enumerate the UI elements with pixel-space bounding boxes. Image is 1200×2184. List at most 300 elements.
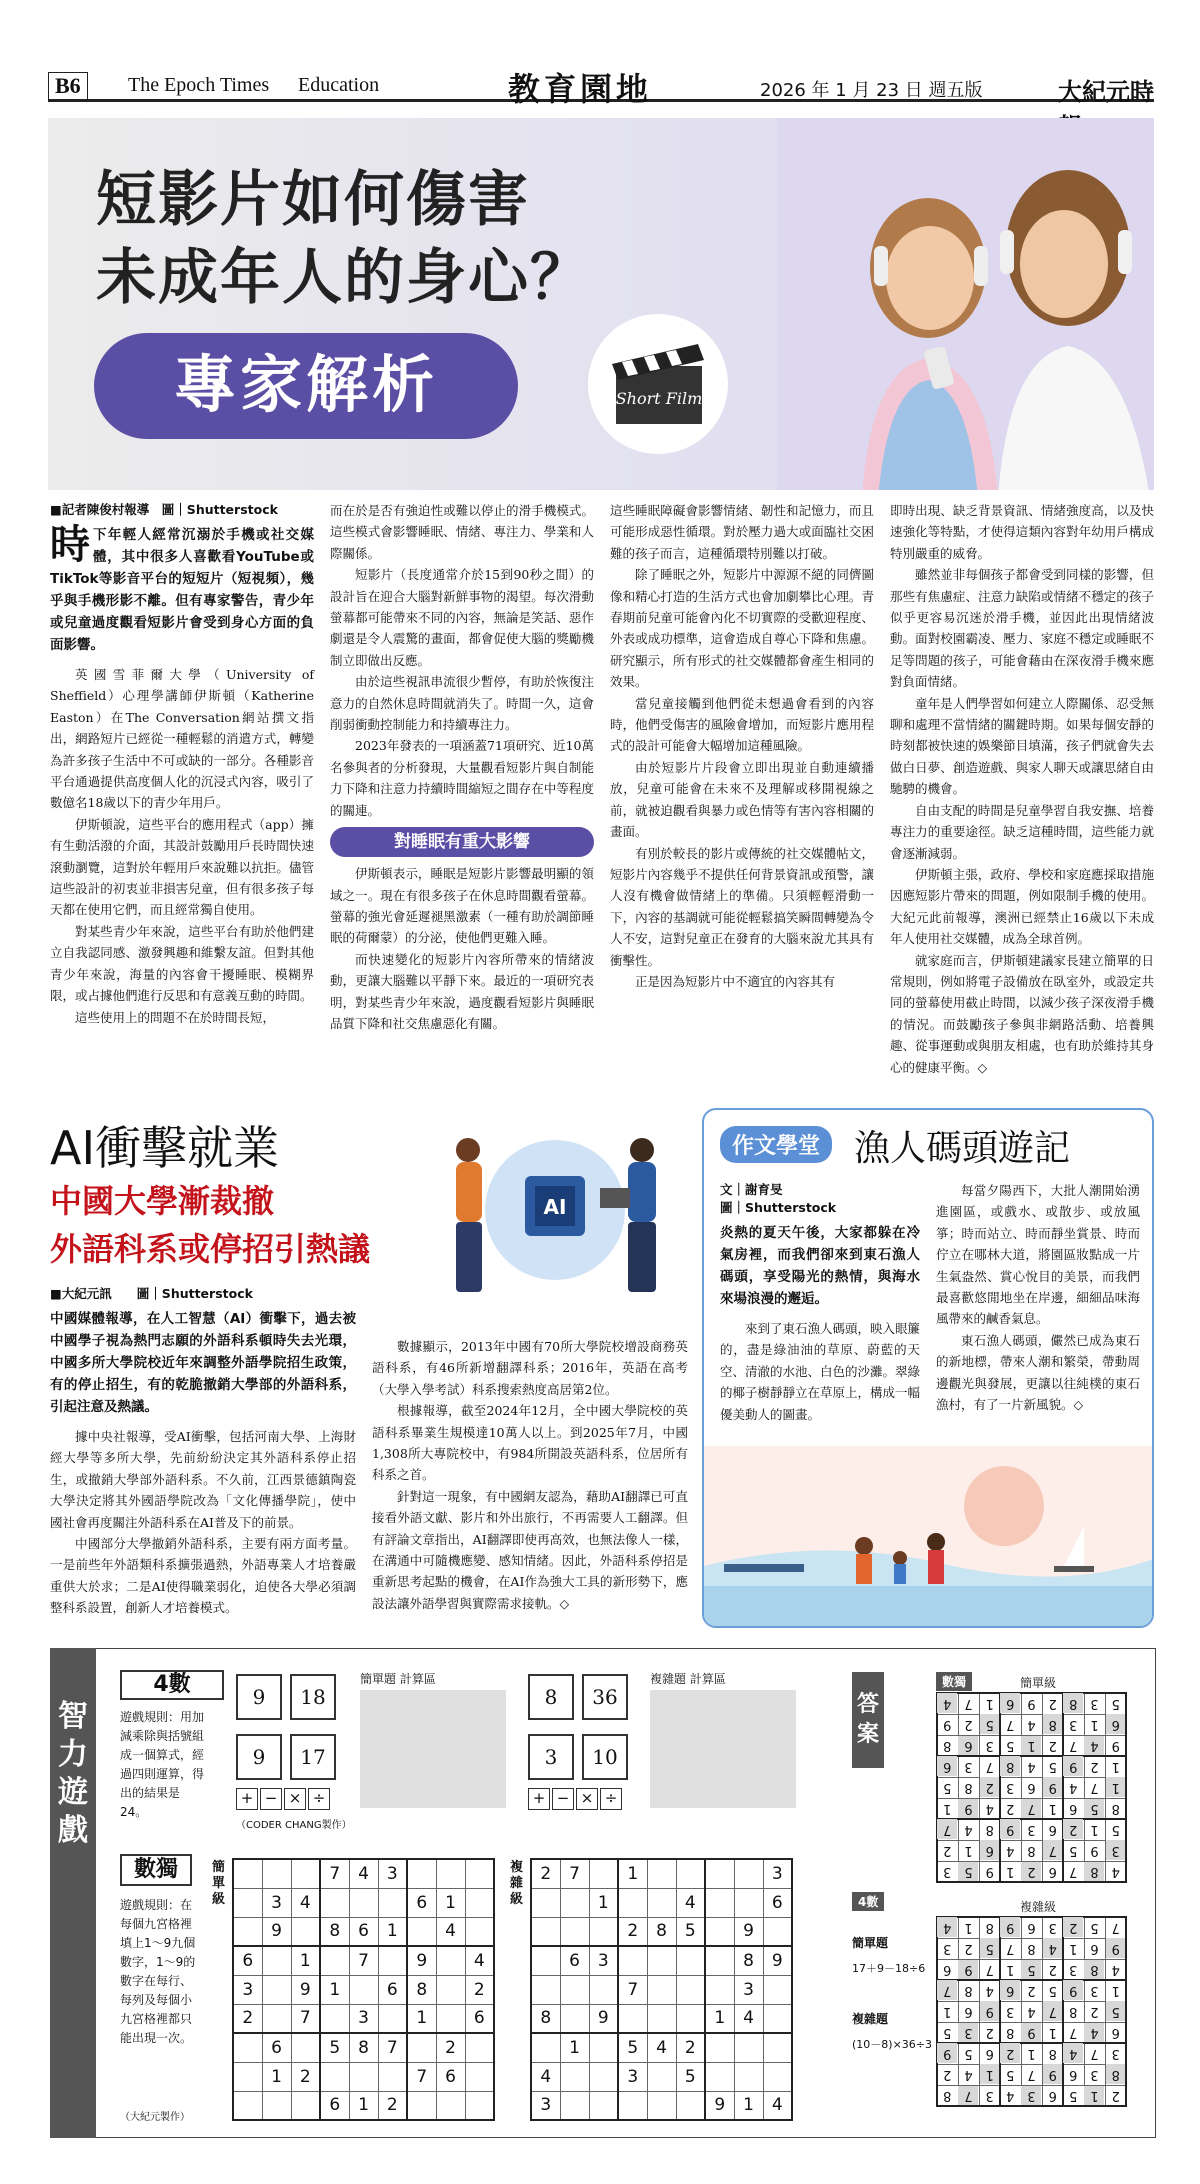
sudoku-cell: 9 [958,1798,979,1819]
sudoku-cell: 5 [1063,2085,1084,2106]
page-number: B6 [48,72,88,100]
sudoku-cell: 9 [589,2004,618,2033]
sudoku-cell: 4 [436,1917,465,1946]
paragraph: 而在於是否有強迫性或難以停止的滑手機模式。這些模式會影響睡眠、情緒、專注力、學業和人際關係。 [330,503,594,561]
sudoku-cell[interactable] [589,1917,618,1946]
sudoku-easy-grid[interactable] [232,1858,495,2121]
sudoku-cell: 2 [1063,1819,1084,1840]
sudoku-cell[interactable] [349,1888,378,1917]
sudoku-cell: 4 [349,1859,378,1888]
paragraph: 每當夕陽西下，大批人潮開始湧進園區，或戲水、或散步、或放風箏；時而站立、時而靜坐賞景、時而佇立在哪林大道，將園區妝點成一片生氣盎然、賞心悅目的美景，而我們最喜歡悠閒地坐在岸邊，細細品味海風帶來的鹹香氣息。 [936,1183,1140,1327]
sudoku-cell[interactable] [734,2033,763,2062]
sudoku-cell[interactable] [349,2062,378,2091]
sudoku-cell[interactable] [589,2062,618,2091]
paragraph: 針對這一現象，有中國網友認為，藉助AI翻譯已可直接看外語文獻、影片和外出旅行，不再需要人工翻譯。但有評論文章指出，AI翻譯即使再高效，也無法像人一樣，在溝通中可隨機應變、感知情緒。因此，外語科系停招是重新思考起點的機會，在AI作為強大工具的新形勢下，應設法讓外語學習與實際需求接軌。◇ [372,1488,688,1611]
paragraph: 這些使用上的問題不在於時間長短， [75,1009,276,1025]
four-numbers-title: 4數 [120,1670,224,1700]
sudoku-cell: 7 [1021,2064,1042,2085]
sudoku-cell[interactable] [531,1946,560,1975]
ai-byline: ■大紀元訊 圖｜Shutterstock [50,1286,253,1301]
op-plus[interactable]: + [236,1788,258,1810]
easy-number: 18 [290,1674,336,1720]
sudoku-cell: 6 [979,2043,1000,2064]
sudoku-cell: 7 [1000,1714,1021,1735]
sudoku-cell[interactable] [734,2062,763,2091]
sudoku-cell: 4 [291,1888,320,1917]
banner-pill: 專家解析 [94,333,518,439]
sudoku-cell[interactable] [320,1946,349,1975]
sudoku-cell: 8 [1000,1756,1021,1777]
paragraph: 當兒童接觸到他們從未想過會看到的內容時，他們受傷害的風險會增加，而短影片應用程式的設計可能會大幅增加這種風險。 [610,695,874,754]
sudoku-cell[interactable] [647,1946,676,1975]
sudoku-cell[interactable] [618,1888,647,1917]
sudoku-cell: 1 [618,1859,647,1888]
paragraph: 據中央社報導，受AI衝擊，包括河南大學、上海財經大學等多所大學，先前紛紛決定其外語科系停止招生，或撤銷大學部外語科系。不久前，江西景德鎮陶瓷大學決定將其外國語學院改為「文化傳播學院」，使中國社會再度關注外語科系在AI普及下的前景。 [50,1429,356,1530]
sudoku-cell: 6 [1000,1980,1021,2001]
ai-article-subtitle1: 中國大學漸裁撤 [50,1182,275,1220]
ai-article-title: AI衝擊就業 [50,1121,280,1175]
sudoku-cell[interactable] [676,1975,705,2004]
sudoku-cell: 5 [1021,1959,1042,1980]
hard-calc-area[interactable] [650,1690,796,1808]
sudoku-cell[interactable] [436,2091,465,2120]
sudoku-cell[interactable] [291,2033,320,2062]
sudoku-cell[interactable] [618,2004,647,2033]
sudoku-cell[interactable] [465,1859,494,1888]
sudoku-cell: 2 [1084,1756,1105,1777]
sudoku-cell: 2 [676,2033,705,2062]
sudoku-cell: 3 [1105,2043,1126,2064]
sudoku-cell[interactable] [465,2091,494,2120]
sudoku-cell: 3 [589,1946,618,1975]
sudoku-cell: 7 [291,2004,320,2033]
sudoku-cell: 5 [1042,1756,1063,1777]
sudoku-cell: 2 [1063,1917,1084,1938]
harbor-illustration [704,1446,1154,1628]
sudoku-cell: 3 [979,2085,1000,2106]
sudoku-cell: 1 [378,1917,407,1946]
sudoku-cell[interactable] [320,1888,349,1917]
sudoku-cell: 2 [1042,1959,1063,1980]
sudoku-cell: 2 [1042,1693,1063,1714]
sudoku-cell: 9 [1000,1917,1021,1938]
sudoku-cell: 5 [1105,2001,1126,2022]
paragraph: 數據顯示，2013年中國有70所大學院校增設商務英語科系，有46所新增翻譯科系；2016年，英語在高考（大學入學考試）科系搜索熱度高居第2位。 [372,1339,688,1397]
sudoku-cell[interactable] [407,2091,436,2120]
sudoku-cell: 3 [979,1735,1000,1756]
sudoku-cell[interactable] [349,1975,378,2004]
answer-easy-formula: 17＋9－18÷6 [852,1962,926,1975]
essay-lead: 炎熱的夏天午後，大家都躲在冷氣房裡，而我們卻來到東石漁人碼頭，享受陽光的熱情，與海水來場浪漫的邂逅。 [720,1225,920,1307]
sudoku-cell[interactable] [378,2004,407,2033]
sudoku-cell[interactable] [407,1917,436,1946]
sudoku-cell[interactable] [647,1888,676,1917]
sudoku-cell: 8 [958,1777,979,1798]
sudoku-cell: 5 [1063,1840,1084,1861]
puzzle-tab [50,1648,96,2138]
sudoku-cell: 4 [958,2064,979,2085]
sudoku-cell: 1 [1021,1735,1042,1756]
sudoku-cell: 4 [1042,1938,1063,1959]
op-times[interactable]: × [576,1788,598,1810]
sudoku-cell[interactable] [618,2091,647,2120]
sudoku-cell[interactable] [291,1859,320,1888]
children-photo [778,118,1154,490]
sudoku-cell: 7 [320,1859,349,1888]
sudoku-cell: 7 [1084,1777,1105,1798]
sudoku-cell: 2 [1000,1798,1021,1819]
sudoku-cell: 1 [937,2001,958,2022]
puzzle-tab-label [50,1648,96,1850]
banner-title-line1: 短影片如何傷害 [96,165,530,235]
sudoku-cell[interactable] [705,1946,734,1975]
sudoku-cell: 3 [233,1975,262,2004]
sudoku-cell[interactable] [531,1888,560,1917]
sudoku-cell: 4 [647,2033,676,2062]
sudoku-cell: 6 [1042,2085,1063,2106]
sudoku-cell: 7 [378,2033,407,2062]
sudoku-cell[interactable] [233,1888,262,1917]
sudoku-cell: 5 [1105,1693,1126,1714]
sudoku-cell: 1 [1021,2043,1042,2064]
sudoku-cell[interactable] [233,2062,262,2091]
paragraph: 童年是人們學習如何建立人際關係、忍受無聊和處理不當情緒的關鍵時期。如果每個安靜的時刻都被快速的娛樂節目填滿，孩子們就會失去做白日夢、創造遊戲、與家人聊天或讓思緒自由馳騁的機會。 [890,695,1154,797]
sudoku-cell[interactable] [465,1917,494,1946]
tab-char: 力 [58,1737,88,1772]
sudoku-cell[interactable] [647,2004,676,2033]
sudoku-cell: 4 [734,2004,763,2033]
paragraph: 英國雪菲爾大學（University of Sheffield）心理學講師伊斯頓（Katherine Easton）在The Conversation網站撰文指出，網路短片已經從一種輕鬆的消遣方式，轉變為許多孩子生活中不可或缺的一部分。各種影音平台通過提供高度個人化的沉浸式內容，吸引了數億名18歲以下的青少年用戶。 [50,667,314,811]
sudoku-cell[interactable] [436,2004,465,2033]
sudoku-cell: 2 [1042,1735,1063,1756]
sudoku-cell: 7 [979,1959,1000,1980]
sudoku-cell: 2 [1105,2085,1126,2106]
sudoku-cell: 6 [979,1840,1000,1861]
sudoku-cell: 3 [1021,1819,1042,1840]
paragraph: 東石漁人碼頭，儼然已成為東石的新地標，帶來人潮和繁榮，帶動周邊觀光與發展，更讓以往純樸的東石漁村，有了一片新風貌。◇ [936,1332,1140,1413]
sudoku-cell: 9 [1063,1980,1084,2001]
answer-four-label: 4數 [852,1892,884,1911]
sudoku-cell[interactable] [233,2091,262,2120]
answer-hard-grid [936,1916,1127,2107]
sudoku-cell[interactable] [734,1888,763,1917]
sudoku-cell: 5 [676,1917,705,1946]
sudoku-cell: 3 [958,2022,979,2043]
sudoku-cell: 4 [1063,2043,1084,2064]
article1-subhead: 對睡眠有重大影響 [330,827,594,857]
sudoku-cell[interactable] [233,1859,262,1888]
paragraph: 由於短影片片段會立即出現並自動連續播放，兒童可能會在未來不及理解或移開視線之前，就被迫觀看與暴力或色情等有害內容相關的畫面。 [610,759,874,840]
sudoku-cell: 9 [958,1959,979,1980]
sudoku-cell[interactable] [589,2091,618,2120]
sudoku-cell[interactable] [560,2004,589,2033]
sudoku-cell: 3 [1000,1777,1021,1798]
sudoku-cell: 5 [1000,2064,1021,2085]
sudoku-cell: 1 [1084,2085,1105,2106]
sudoku-cell: 3 [1042,1917,1063,1938]
sudoku-cell: 1 [1084,1714,1105,1735]
ai-illustration [420,1110,690,1320]
sudoku-cell[interactable] [262,1975,291,2004]
sudoku-cell: 9 [734,1917,763,1946]
sudoku-cell: 8 [1042,2043,1063,2064]
sudoku-cell[interactable] [378,1888,407,1917]
sudoku-cell[interactable] [531,1975,560,2004]
sudoku-cell: 3 [531,2091,560,2120]
essay-column2 [936,1180,1140,1415]
sudoku-cell[interactable] [763,1975,792,2004]
sudoku-cell[interactable] [320,2004,349,2033]
sudoku-cell: 5 [937,1777,958,1798]
sudoku-cell: 1 [349,2091,378,2120]
op-minus[interactable]: − [260,1788,282,1810]
sudoku-cell: 3 [1084,2064,1105,2085]
sudoku-cell: 8 [1063,2001,1084,2022]
sudoku-credit: （大紀元製作） [120,2112,190,2123]
sudoku-cell: 6 [1063,2064,1084,2085]
sudoku-cell[interactable] [618,1946,647,1975]
hard-number: 36 [582,1674,628,1720]
sudoku-cell: 9 [1063,1756,1084,1777]
sudoku-cell[interactable] [589,1859,618,1888]
sudoku-cell[interactable] [705,2062,734,2091]
op-minus[interactable]: − [552,1788,574,1810]
hard-number: 3 [528,1734,574,1780]
sudoku-cell: 7 [618,1975,647,2004]
sudoku-cell: 7 [1063,1861,1084,1882]
sudoku-cell[interactable] [763,2062,792,2091]
sudoku-cell[interactable] [560,2062,589,2091]
sudoku-cell[interactable] [647,1859,676,1888]
sudoku-cell: 2 [291,2062,320,2091]
paragraph: 2023年發表的一項涵蓋71項研究、近10萬名參與者的分析發現，大量觀看短影片與自制能力下降和注意力持續時間縮短之間存在中等程度的關連。 [330,738,594,818]
sudoku-cell: 4 [1021,1756,1042,1777]
sudoku-cell: 4 [1021,1714,1042,1735]
lead-text: 下年輕人經常沉溺於手機或社交媒體，其中很多人喜歡看YouTube或TikTok等影音平台的短短片（短視頻），幾乎與手機形影不離。但有專家警告，青少年或兒童過度觀看短影片會受到身心方面的負面影響。 [50,527,314,653]
essay-tag: 作文學堂 [720,1126,832,1163]
sudoku-cell[interactable] [647,1975,676,2004]
sudoku-cell[interactable] [676,2004,705,2033]
sudoku-cell[interactable] [560,1975,589,2004]
sudoku-cell[interactable] [705,1975,734,2004]
sudoku-cell[interactable] [763,2033,792,2062]
sudoku-cell[interactable] [465,2033,494,2062]
ai-lead: 中國媒體報導，在人工智慧（AI）衝擊下，過去被中國學子視為熱門志願的外語科系頓時失去光環，中國多所大學院校近年來調整外語學院招生政策，有的停止招生，有的乾脆撤銷大學部的外語科系，引起注意及熱議。 [50,1311,356,1415]
sudoku-cell: 7 [1084,2043,1105,2064]
sudoku-cell[interactable] [320,2062,349,2091]
sudoku-cell: 4 [1084,2022,1105,2043]
easy-calc-area[interactable] [360,1690,506,1808]
sudoku-cell: 7 [1063,2022,1084,2043]
sudoku-cell: 7 [979,1756,1000,1777]
sudoku-cell[interactable] [705,1917,734,1946]
sudoku-cell[interactable] [465,1888,494,1917]
hard-calc-label: 複雜題 計算區 [650,1672,726,1686]
sudoku-cell: 9 [262,1917,291,1946]
sudoku-cell: 2 [436,2033,465,2062]
sudoku-cell: 2 [1000,2043,1021,2064]
four-numbers-credit: （CODER CHANG製作） [236,1820,352,1831]
essay-author: 文｜謝育旻 [720,1182,783,1197]
paragraph: 而快速變化的短影片內容所帶來的情緒波動，更讓大腦難以平靜下來。最近的一項研究表明，對某些青少年來說，過度觀看短影片與睡眠品質下降和社交焦慮惡化有關。 [330,951,594,1031]
easy-number: 9 [236,1674,282,1720]
sudoku-cell: 6 [465,2004,494,2033]
sudoku-cell: 4 [1063,1777,1084,1798]
answer-sudoku-label: 數獨 [936,1672,972,1691]
sudoku-cell[interactable] [676,2091,705,2120]
sudoku-cell[interactable] [560,1888,589,1917]
sudoku-cell: 8 [1084,1959,1105,1980]
sudoku-cell: 8 [1105,1798,1126,1819]
sudoku-cell: 7 [1042,2001,1063,2022]
op-divide[interactable]: ÷ [600,1788,622,1810]
sudoku-cell[interactable] [763,2004,792,2033]
sudoku-cell: 4 [763,2091,792,2120]
sudoku-cell: 7 [937,1980,958,2001]
sudoku-cell: 9 [1000,1819,1021,1840]
paragraph: 除了睡眠之外，短影片中源源不絕的同儕圖像和精心打造的生活方式也會加劇攀比心理。青春期前兒童可能會內化不切實際的受歡迎程度、外表或成功標準，這會造成自尊心下降和焦慮。研究顯示，所有形式的社交媒體都會產生相同的效果。 [610,567,874,690]
sudoku-cell[interactable] [436,1975,465,2004]
article1-byline: ■記者陳俊村報導 圖｜Shutterstock [50,502,278,517]
sudoku-cell: 8 [734,1946,763,1975]
sudoku-cell[interactable] [407,1859,436,1888]
sudoku-cell: 3 [763,1859,792,1888]
sudoku-cell[interactable] [436,1946,465,1975]
sudoku-cell: 7 [1021,1798,1042,1819]
sudoku-cell[interactable] [647,2062,676,2091]
sudoku-cell: 3 [734,1975,763,2004]
paragraph: 根據報導，截至2024年12月，全中國大學院校的英語科系畢業生規模達10萬人以上。到2025年7月，中國1,308所大專院校中，有984所開設英語科系，位居所有科系之首。 [372,1403,688,1483]
sudoku-cell[interactable] [531,2033,560,2062]
sudoku-cell[interactable] [589,1975,618,2004]
sudoku-cell: 6 [1042,1861,1063,1882]
sudoku-cell[interactable] [465,2062,494,2091]
sudoku-cell: 2 [1021,1980,1042,2001]
sudoku-cell[interactable] [262,1946,291,1975]
sudoku-hard-grid[interactable] [530,1858,793,2121]
sudoku-cell: 9 [937,2043,958,2064]
sudoku-cell[interactable] [734,1859,763,1888]
sudoku-cell: 4 [958,1819,979,1840]
article1-column3 [610,500,874,992]
sudoku-cell[interactable] [589,2033,618,2062]
sudoku-cell[interactable] [560,2091,589,2120]
sudoku-cell: 5 [1084,1917,1105,1938]
sudoku-cell[interactable] [262,2091,291,2120]
sudoku-cell[interactable] [407,2033,436,2062]
sudoku-cell: 1 [1105,1980,1126,2001]
sudoku-cell: 1 [1042,2022,1063,2043]
sudoku-cell[interactable] [291,2091,320,2120]
sudoku-cell: 9 [979,2001,1000,2022]
sudoku-cell: 1 [1000,1861,1021,1882]
sudoku-cell: 6 [1105,1714,1126,1735]
sudoku-cell: 1 [937,1798,958,1819]
sudoku-cell[interactable] [705,1859,734,1888]
sudoku-cell: 2 [618,1917,647,1946]
op-times[interactable]: × [284,1788,306,1810]
sudoku-cell: 2 [958,1938,979,1959]
sudoku-cell: 8 [1021,1938,1042,1959]
sudoku-cell[interactable] [262,1859,291,1888]
sudoku-cell: 4 [1084,1735,1105,1756]
sudoku-cell: 9 [1105,1735,1126,1756]
sudoku-cell: 9 [763,1946,792,1975]
sudoku-cell: 1 [1063,1938,1084,1959]
sudoku-cell: 9 [407,1946,436,1975]
paragraph: 中國部分大學撤銷外語科系，主要有兩方面考量。一是前些年外語類科系擴張過熱，外語專業人才培養嚴重供大於求；二是AI使得職業弱化，迫使各大學必須調整科系設置，創新人才培養模式。 [50,1536,356,1616]
sudoku-cell[interactable] [705,2033,734,2062]
sudoku-cell[interactable] [233,1917,262,1946]
sudoku-cell: 7 [407,2062,436,2091]
sudoku-cell: 7 [1105,1917,1126,1938]
sudoku-cell: 8 [937,2085,958,2106]
sudoku-cell[interactable] [262,2004,291,2033]
sudoku-cell: 6 [958,1735,979,1756]
sudoku-title: 數獨 [120,1854,192,1886]
sudoku-cell[interactable] [676,1946,705,1975]
sudoku-cell: 2 [979,1777,1000,1798]
sudoku-cell: 7 [1063,1735,1084,1756]
sudoku-cell: 2 [937,1840,958,1861]
sudoku-cell: 4 [937,1693,958,1714]
article1-column1 [50,500,314,1028]
sudoku-cell: 6 [378,1975,407,2004]
sudoku-cell[interactable] [560,1917,589,1946]
op-divide[interactable]: ÷ [308,1788,330,1810]
sudoku-cell[interactable] [705,1888,734,1917]
ai-article-subtitle2: 外語科系或停招引熱議 [50,1230,371,1268]
sudoku-cell[interactable] [233,2033,262,2062]
sudoku-cell: 2 [958,1714,979,1735]
sudoku-cell[interactable] [676,1859,705,1888]
answer-hard-label: 複雜題 [852,2012,889,2026]
op-plus[interactable]: + [528,1788,550,1810]
sudoku-cell[interactable] [291,1917,320,1946]
sudoku-cell[interactable] [378,2062,407,2091]
sudoku-cell: 6 [407,1888,436,1917]
sudoku-cell: 2 [378,2091,407,2120]
sudoku-cell[interactable] [378,1946,407,1975]
paragraph: 伊斯頓表示，睡眠是短影片影響最明顯的領域之一。現在有很多孩子在休息時間觀看螢幕。螢幕的強光會延遲褪黑激素（一種有助於調節睡眠的荷爾蒙）的分泌，使他們更難入睡。 [330,866,594,946]
masthead-logo: 大紀元時 [1058,77,1154,106]
sudoku-cell: 9 [1042,2064,1063,2085]
sudoku-cell: 8 [1084,1861,1105,1882]
article1-column4 [890,500,1154,1078]
sudoku-cell[interactable] [531,1917,560,1946]
clapperboard-icon [588,314,728,454]
four-numbers-rules: 遊戲規則：用加減乘除與括號組成一個算式，經過四則運算，得出的結果是24。 [120,1710,205,1819]
paragraph: 伊斯頓主張，政府、學校和家庭應採取措施因應短影片帶來的問題，例如限制手機的使用。大紀元此前報導，澳洲已經禁止16歲以下未成年人使用社交媒體，成為全球首例。 [890,866,1154,947]
sudoku-cell: 5 [320,2033,349,2062]
sudoku-cell: 6 [937,1756,958,1777]
sudoku-cell[interactable] [647,2091,676,2120]
sudoku-cell[interactable] [436,1859,465,1888]
sudoku-cell: 3 [1000,2001,1021,2022]
paragraph: 就家庭而言，伊斯頓建議家長建立簡單的日常規則，例如將電子設備放在臥室外，或設定共同的螢幕使用截止時間，以減少孩子深夜滑手機的情況。而鼓勵孩子參與非網路活動、培養興趣、從事運動或與朋友相處，也有助於維持其身心的健康平衡。◇ [890,952,1154,1075]
feature-banner [48,118,1154,490]
sudoku-cell: 8 [1063,1693,1084,1714]
sudoku-cell: 1 [734,2091,763,2120]
paragraph: 這些睡眠障礙會影響情緒、韌性和記憶力，而且可能形成惡性循環。對於壓力過大或面臨社交困難的孩子而言，這種循環特別難以打破。 [610,503,874,561]
sudoku-cell: 2 [531,1859,560,1888]
sudoku-cell: 5 [1042,1980,1063,2001]
sudoku-cell: 4 [979,1980,1000,2001]
tab-char: 智 [58,1699,88,1734]
sudoku-cell: 6 [349,1917,378,1946]
sudoku-cell: 4 [465,1946,494,1975]
sudoku-cell[interactable] [763,1917,792,1946]
